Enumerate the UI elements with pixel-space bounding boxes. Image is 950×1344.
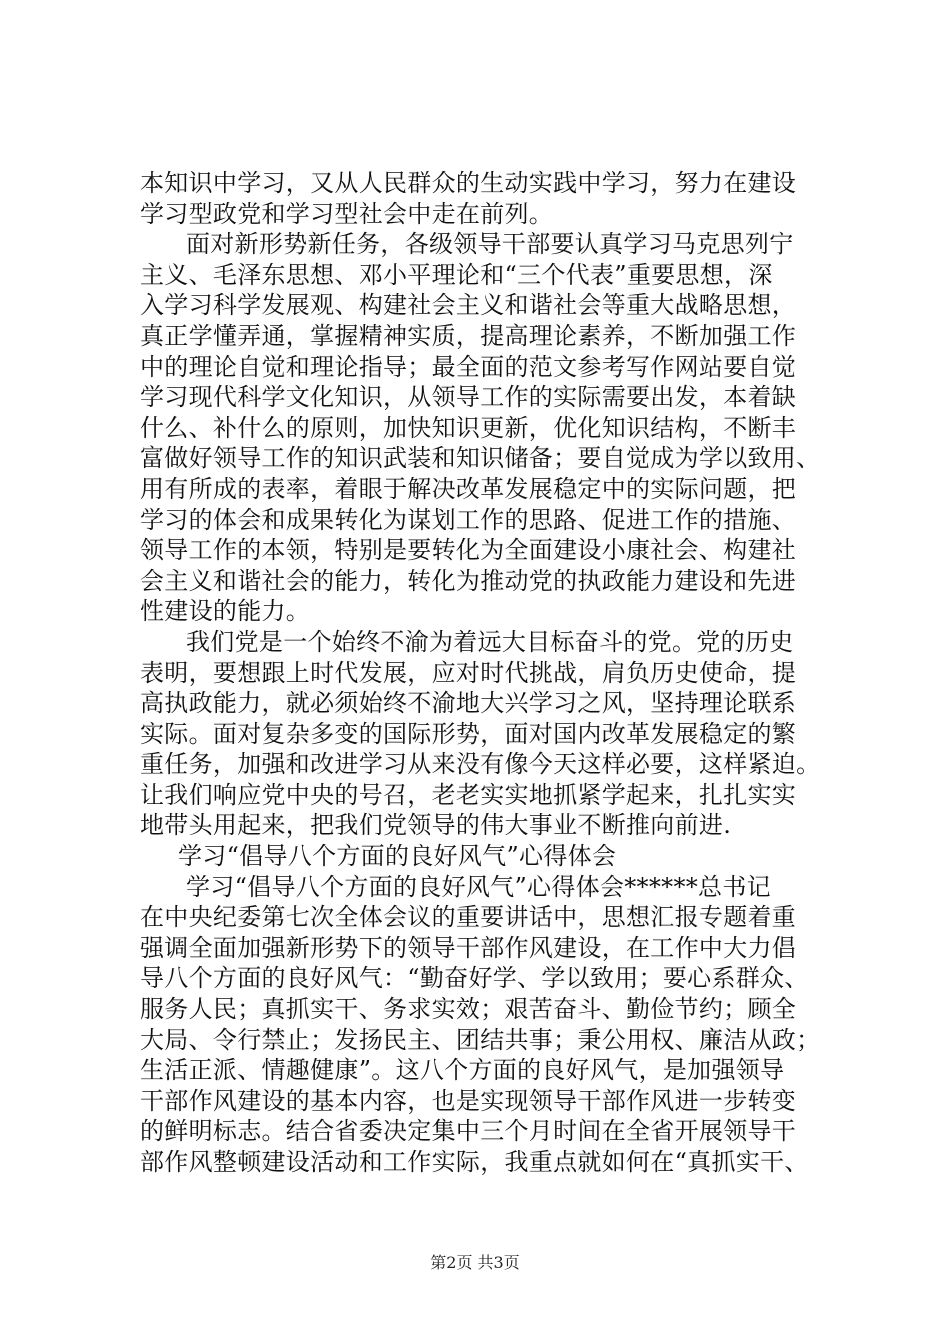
- text-line: 在中央纪委第七次全体会议的重要讲话中，思想汇报专题着重: [140, 903, 797, 932]
- paragraph-start-line: 面对新形势新任务，各级领导干部要认真学习马克思列宁: [186, 230, 794, 259]
- text-line: 性建设的能力。: [140, 597, 311, 626]
- text-line: 真正学懂弄通，掌握精神实质，提高理论素养，不断加强工作: [140, 321, 797, 350]
- text-line: 生活正派、情趣健康”。这八个方面的良好风气，是加强领导: [140, 1056, 785, 1085]
- text-line: 入学习科学发展观、构建社会主义和谐社会等重大战略思想，: [140, 291, 797, 320]
- text-line: 导八个方面的良好风气：“勤奋好学、学以致用；要心系群众、: [140, 964, 809, 993]
- text-line: 学习现代科学文化知识，从领导工作的实际需要出发，本着缺: [140, 383, 797, 412]
- text-line: 领导工作的本领，特别是要转化为全面建设小康社会、构建社: [140, 536, 797, 565]
- text-line: 大局、令行禁止；发扬民主、团结共事；秉公用权、廉洁从政；: [140, 1025, 821, 1054]
- text-line: 服务人民；真抓实干、务求实效；艰苦奋斗、勤俭节约；顾全: [140, 995, 797, 1024]
- text-line: 的鲜明标志。结合省委决定集中三个月时间在全省开展领导干: [140, 1117, 797, 1146]
- section-heading: 学习“倡导八个方面的良好风气”心得体会: [178, 842, 617, 871]
- text-line: 中的理论自觉和理论指导；最全面的范文参考写作网站要自觉: [140, 352, 797, 381]
- paragraph-start-line: 学习“倡导八个方面的良好风气”心得体会******总书记: [186, 872, 771, 901]
- text-line: 重任务，加强和改进学习从来没有像今天这样必要，这样紧迫。: [140, 750, 821, 779]
- text-line: 富做好领导工作的知识武装和知识储备；要自觉成为学以致用、: [140, 444, 821, 473]
- text-line: 会主义和谐社会的能力，转化为推动党的执政能力建设和先进: [140, 566, 797, 595]
- text-line: 本知识中学习，又从人民群众的生动实践中学习，努力在建设: [140, 169, 797, 197]
- text-line: 强调全面加强新形势下的领导干部作风建设，在工作中大力倡: [140, 933, 797, 962]
- text-line: 学习的体会和成果转化为谋划工作的思路、促进工作的措施、: [140, 505, 797, 534]
- text-line: 干部作风建设的基本内容，也是实现领导干部作风进一步转变: [140, 1086, 797, 1115]
- text-line: 主义、毛泽东思想、邓小平理论和“三个代表”重要思想，深: [140, 260, 773, 289]
- text-line: 部作风整顿建设活动和工作实际，我重点就如何在“真抓实干、: [140, 1148, 809, 1176]
- page-number-footer: 第2页 共3页: [430, 1253, 520, 1272]
- document-body: [140, 168, 830, 1178]
- text-line: 地带头用起来，把我们党领导的伟大事业不断推向前进.: [140, 811, 732, 840]
- text-line: 实际。面对复杂多变的国际形势，面对国内改革发展稳定的繁: [140, 719, 797, 748]
- text-line: 表明，要想跟上时代发展，应对时代挑战，肩负历史使命，提: [140, 658, 797, 687]
- text-line: 学习型政党和学习型社会中走在前列。: [140, 199, 554, 228]
- text-line: 高执政能力，就必须始终不渝地大兴学习之风，坚持理论联系: [140, 689, 797, 718]
- text-line: 让我们响应党中央的号召，老老实实地抓紧学起来，扎扎实实: [140, 780, 797, 809]
- text-line: 什么、补什么的原则，加快知识更新，优化知识结构，不断丰: [140, 413, 797, 442]
- text-line: 用有所成的表率，着眼于解决改革发展稳定中的实际问题，把: [140, 474, 797, 503]
- paragraph-start-line: 我们党是一个始终不渝为着远大目标奋斗的党。党的历史: [186, 627, 794, 656]
